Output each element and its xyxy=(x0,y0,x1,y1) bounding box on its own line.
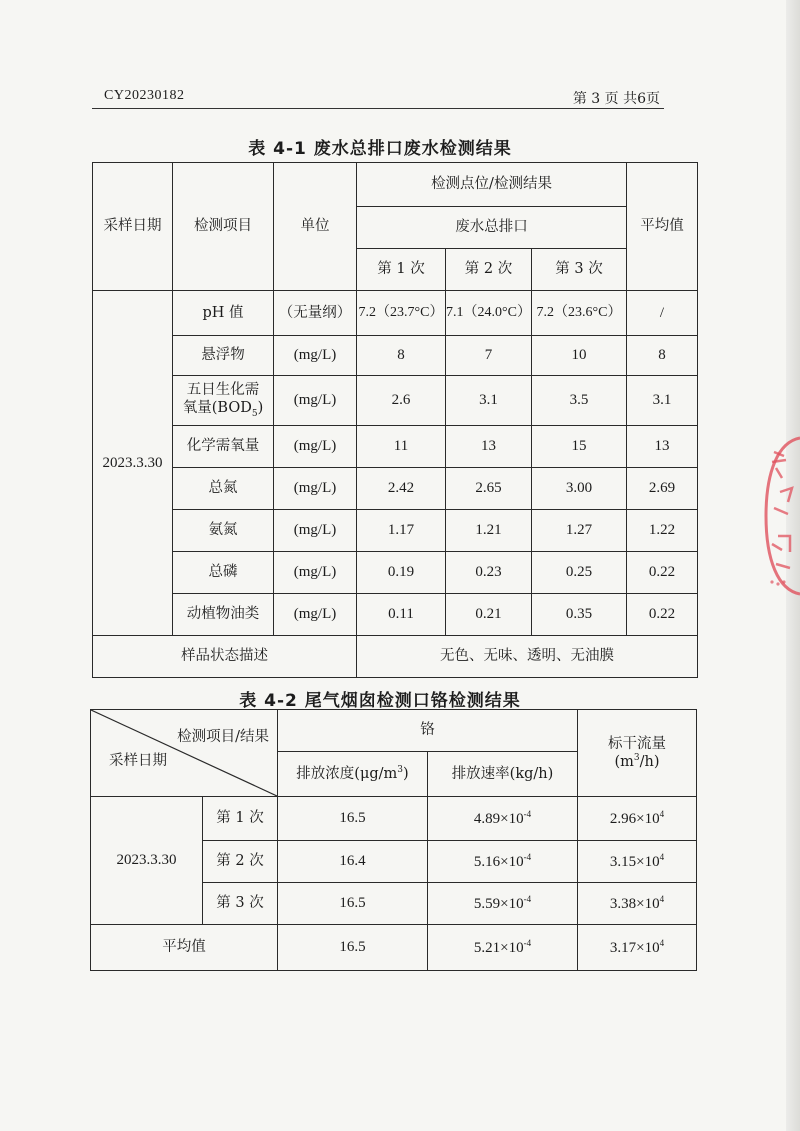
value-run-2: 7 xyxy=(446,336,532,376)
page-number: 第 3 页 共6页 xyxy=(572,91,660,107)
value-run-1: 2.42 xyxy=(357,468,446,510)
table-row xyxy=(93,510,698,552)
value-run-1: 0.11 xyxy=(357,594,446,636)
value-average: 8 xyxy=(627,336,698,376)
table-row xyxy=(93,291,698,336)
table-row xyxy=(93,552,698,594)
header-item-result: 检测项目/结果 xyxy=(177,729,269,745)
report-number: CY20230182 xyxy=(104,88,185,103)
value-run-3: 7.2（23.6°C） xyxy=(532,291,627,336)
value-run-2: 7.1（24.0°C） xyxy=(446,291,532,336)
item-name: pH 值 xyxy=(173,291,274,336)
value-run-3: 0.35 xyxy=(532,594,627,636)
value-average: 13 xyxy=(627,426,698,468)
value-run-3: 3.5 xyxy=(532,376,627,426)
header-run-3: 第 3 次 xyxy=(532,249,627,291)
value-run-2: 2.65 xyxy=(446,468,532,510)
header-rate: 排放速率(kg/h) xyxy=(428,752,578,797)
header-sampling-date: 采样日期 xyxy=(93,163,173,291)
item-name: 动植物油类 xyxy=(173,594,274,636)
item-unit: (mg/L) xyxy=(274,510,357,552)
value-run-2: 1.21 xyxy=(446,510,532,552)
sampling-date: 2023.3.30 xyxy=(93,291,173,636)
item-unit: (mg/L) xyxy=(274,552,357,594)
header-point-result: 检测点位/检测结果 xyxy=(357,163,627,207)
run-label: 第 2 次 xyxy=(203,841,278,883)
value-average: 0.22 xyxy=(627,552,698,594)
flow-rate: $3.17\times 10^4$ xyxy=(578,925,697,971)
sampling-date: 2023.3.30 xyxy=(91,797,203,925)
value-average: 0.22 xyxy=(627,594,698,636)
item-unit: (mg/L) xyxy=(274,468,357,510)
emission-rate: $5.21\times 10^{-4}$ xyxy=(428,925,578,971)
value-run-2: 3.1 xyxy=(446,376,532,426)
value-run-1: 7.2（23.7°C） xyxy=(357,291,446,336)
item-unit: （无量纲） xyxy=(274,291,357,336)
header-average: 平均值 xyxy=(627,163,698,291)
table-row xyxy=(93,636,698,678)
table1-title: 表 4-1 废水总排口废水检测结果 xyxy=(248,139,512,159)
item-name: 总磷 xyxy=(173,552,274,594)
concentration: 16.4 xyxy=(278,841,428,883)
header-outlet: 废水总排口 xyxy=(357,207,627,249)
value-run-3: 10 xyxy=(532,336,627,376)
value-run-3: 1.27 xyxy=(532,510,627,552)
value-average: 3.1 xyxy=(627,376,698,426)
run-label: 第 1 次 xyxy=(203,797,278,841)
item-unit: (mg/L) xyxy=(274,336,357,376)
header-sampling-date: 采样日期 xyxy=(109,753,167,769)
concentration: 16.5 xyxy=(278,925,428,971)
page-header xyxy=(92,88,664,109)
header-run-2: 第 2 次 xyxy=(446,249,532,291)
header-unit: 单位 xyxy=(274,163,357,291)
chromium-results-table xyxy=(90,709,697,971)
wastewater-results-table xyxy=(92,162,698,678)
value-average: 2.69 xyxy=(627,468,698,510)
value-run-3: 3.00 xyxy=(532,468,627,510)
item-name: 氨氮 xyxy=(173,510,274,552)
emission-rate: $5.59\times 10^{-4}$ xyxy=(428,883,578,925)
value-run-1: 0.19 xyxy=(357,552,446,594)
value-run-1: 8 xyxy=(357,336,446,376)
flow-rate: $3.15\times 10^4$ xyxy=(578,841,697,883)
table-row xyxy=(93,426,698,468)
table-row xyxy=(93,468,698,510)
sample-description: 无色、无味、透明、无油膜 xyxy=(357,636,698,678)
item-name-bod5: 五日生化需 氧量$(BOD_5)$ xyxy=(173,376,274,426)
value-run-3: 15 xyxy=(532,426,627,468)
seal-stamp-icon xyxy=(758,432,800,600)
item-unit: (mg/L) xyxy=(274,426,357,468)
value-run-2: 0.23 xyxy=(446,552,532,594)
value-run-2: 0.21 xyxy=(446,594,532,636)
value-run-1: 2.6 xyxy=(357,376,446,426)
emission-rate: $5.16\times 10^{-4}$ xyxy=(428,841,578,883)
value-average: / xyxy=(627,291,698,336)
header-flow: 标干流量 $(m^3/h)$ xyxy=(578,710,697,797)
header-concentration: 排放浓度$(\mu g/m^3)$ xyxy=(278,752,428,797)
value-run-2: 13 xyxy=(446,426,532,468)
header-run-1: 第 1 次 xyxy=(357,249,446,291)
table-row xyxy=(93,594,698,636)
concentration: 16.5 xyxy=(278,883,428,925)
item-name: 总氮 xyxy=(173,468,274,510)
header-chromium: 铬 xyxy=(278,710,578,752)
emission-rate: $4.89\times 10^{-4}$ xyxy=(428,797,578,841)
concentration: 16.5 xyxy=(278,797,428,841)
diagonal-header-cell xyxy=(91,710,278,797)
sample-description-label: 样品状态描述 xyxy=(93,636,357,678)
header-test-item: 检测项目 xyxy=(173,163,274,291)
value-average: 1.22 xyxy=(627,510,698,552)
flow-rate: $3.38\times 10^4$ xyxy=(578,883,697,925)
item-name: 化学需氧量 xyxy=(173,426,274,468)
item-name: 悬浮物 xyxy=(173,336,274,376)
value-run-3: 0.25 xyxy=(532,552,627,594)
table-row xyxy=(93,376,698,426)
table-row xyxy=(93,336,698,376)
table-row-average xyxy=(91,925,697,971)
run-label: 第 3 次 xyxy=(203,883,278,925)
item-unit: (mg/L) xyxy=(274,376,357,426)
value-run-1: 1.17 xyxy=(357,510,446,552)
value-run-1: 11 xyxy=(357,426,446,468)
table-row xyxy=(91,797,697,841)
table2-title: 表 4-2 尾气烟囱检测口铬检测结果 xyxy=(239,691,521,711)
flow-rate: $2.96\times 10^4$ xyxy=(578,797,697,841)
average-label: 平均值 xyxy=(91,925,278,971)
item-unit: (mg/L) xyxy=(274,594,357,636)
